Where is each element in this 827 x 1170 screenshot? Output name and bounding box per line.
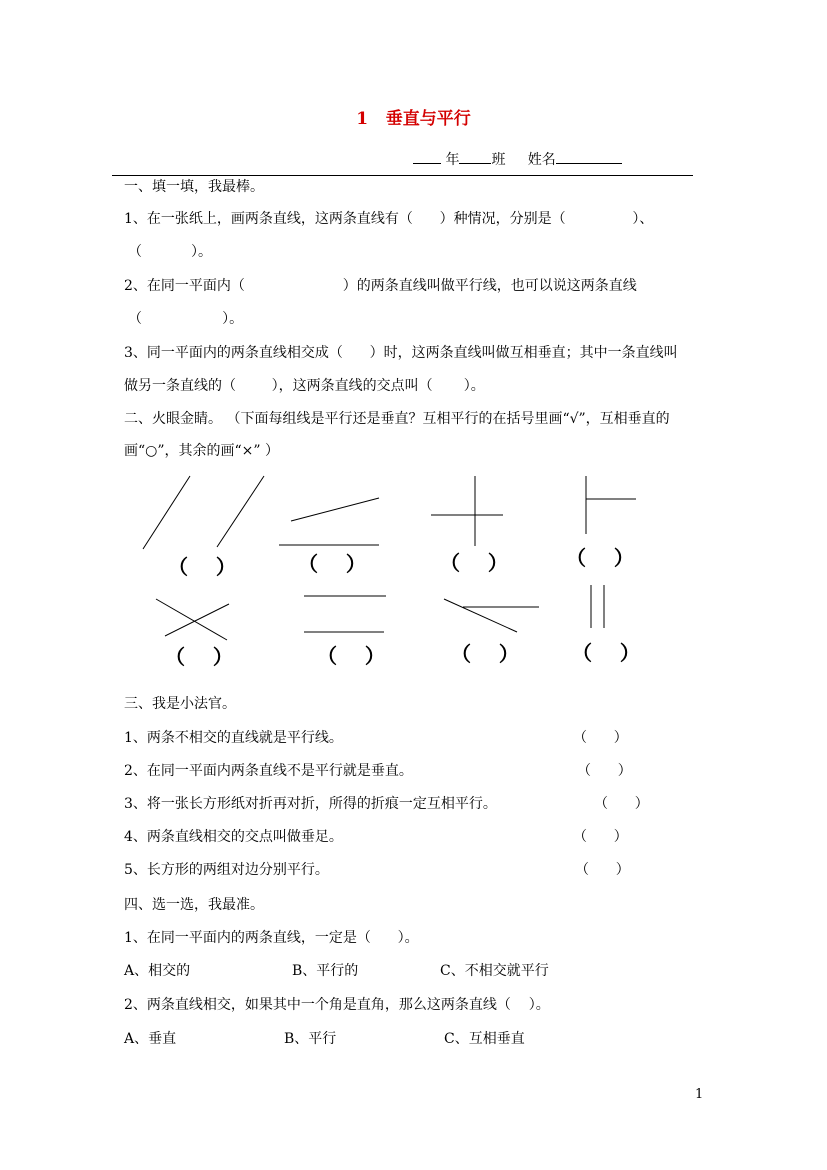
s3-item-2: 2、在同一平面内两条直线不是平行就是垂直。 — [124, 763, 413, 779]
fig3-answer-paren[interactable]: （ ） — [440, 551, 508, 575]
s3-item-1: 1、两条不相交的直线就是平行线。 — [124, 730, 343, 746]
fig5-line-a — [156, 599, 227, 640]
s1-q1-line2: （ ）。 — [128, 244, 212, 260]
name-label: 姓名 — [527, 152, 556, 168]
fig8-answer-paren[interactable]: （ ） — [572, 641, 640, 665]
s3-item-5-mark[interactable]: （ ） — [575, 862, 630, 878]
s4-q2-option-b[interactable]: B、平行 — [284, 1031, 337, 1047]
page-number: 1 — [695, 1087, 704, 1102]
fig2-line-a — [291, 498, 379, 521]
s3-item-5: 5、长方形的两组对边分别平行。 — [124, 862, 329, 878]
s4-q2: 2、两条直线相交，如果其中一个角是直角，那么这两条直线（ ）。 — [124, 997, 550, 1013]
s3-item-2-mark[interactable]: （ ） — [577, 763, 632, 779]
s4-q1-option-b[interactable]: B、平行的 — [292, 963, 359, 979]
s1-q3-line2: 做另一条直线的（ ），这两条直线的交点叫（ ）。 — [124, 378, 485, 394]
fig5-answer-paren[interactable]: （ ） — [165, 645, 233, 669]
fig7-line-a — [444, 599, 517, 632]
s1-q1-line1: 1、在一张纸上，画两条直线，这两条直线有（ ）种情况，分别是（ ）、 — [124, 211, 654, 227]
s4-q1: 1、在同一平面内的两条直线，一定是（ ）。 — [124, 930, 419, 946]
fig1-answer-paren[interactable]: （ ） — [168, 555, 236, 579]
year-label: 年 — [445, 152, 460, 168]
s1-q3-line1: 3、同一平面内的两条直线相交成（ ）时，这两条直线叫做互相垂直；其中一条直线叫 — [124, 345, 678, 361]
fig5-line-b — [165, 604, 229, 636]
s4-q1-option-a[interactable]: A、相交的 — [124, 963, 191, 979]
document-title: 1 垂直与平行 — [356, 109, 471, 129]
section4-heading: 四、选一选，我最准。 — [124, 897, 264, 913]
s4-q2-option-a[interactable]: A、垂直 — [124, 1031, 177, 1047]
s1-q2-line2: （ ）。 — [128, 311, 244, 327]
section2-heading-line1: 二、火眼金睛。 （下面每组线是平行还是垂直？互相平行的在括号里画“√”，互相垂直的 — [124, 411, 670, 427]
s1-q2-line1: 2、在同一平面内（ ）的两条直线叫做平行线，也可以说这两条直线 — [124, 278, 637, 294]
s3-item-4: 4、两条直线相交的交点叫做垂足。 — [124, 829, 343, 845]
fig7-answer-paren[interactable]: （ ） — [451, 642, 519, 666]
class-label: 班 — [491, 152, 506, 168]
section2-heading-line2: 画“○”，其余的画“×” ） — [124, 443, 280, 459]
fig1-line-a — [143, 476, 190, 549]
s4-q1-option-c[interactable]: C、不相交就平行 — [440, 963, 549, 979]
s3-item-1-mark[interactable]: （ ） — [573, 730, 628, 746]
s3-item-3-mark[interactable]: （ ） — [594, 796, 649, 812]
section1-heading: 一、填一填，我最棒。 — [124, 179, 264, 195]
fig1-line-b — [217, 476, 264, 547]
s3-item-4-mark[interactable]: （ ） — [573, 829, 628, 845]
s3-item-3: 3、将一张长方形纸对折再对折，所得的折痕一定互相平行。 — [124, 796, 497, 812]
section3-heading: 三、我是小法官。 — [124, 696, 236, 712]
fig4-answer-paren[interactable]: （ ） — [566, 546, 634, 570]
fig2-answer-paren[interactable]: （ ） — [298, 552, 366, 576]
s4-q2-option-c[interactable]: C、互相垂直 — [444, 1031, 525, 1047]
fig6-answer-paren[interactable]: （ ） — [317, 644, 385, 668]
